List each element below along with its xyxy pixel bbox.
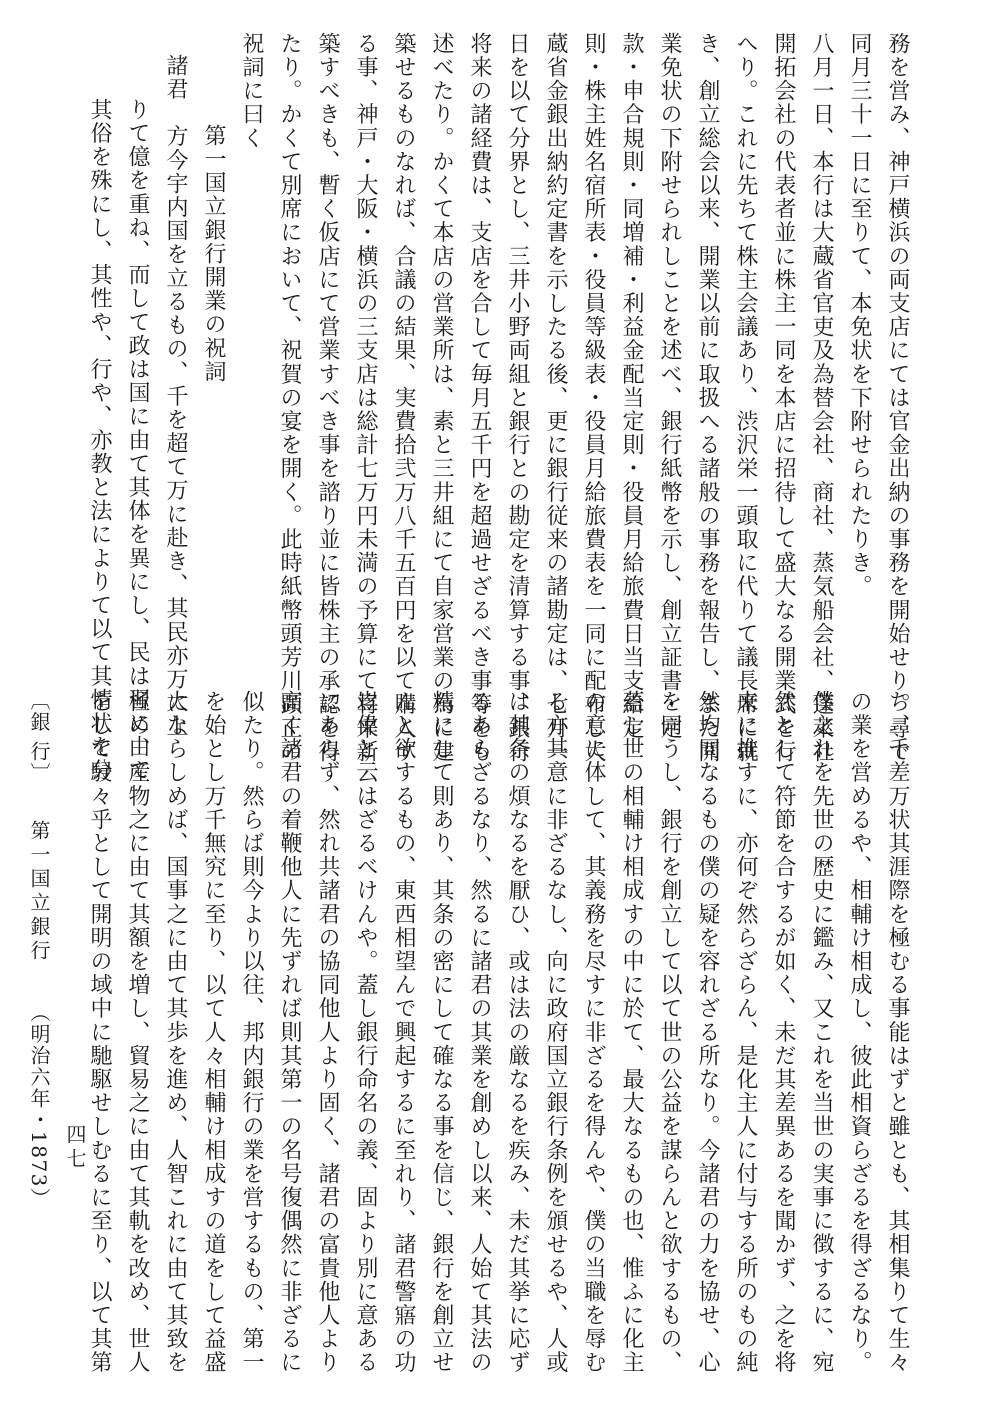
speech-column: んと欲するもの、東西相望んで興起するに至れり、諸君警寤の功: [391, 690, 416, 1375]
speech-column: を始とし万千無究に至り、以て人々相輔け相成すの道をして益盛: [201, 690, 226, 1375]
speech-column: る亦其意に非ざるなし、向に政府国立銀行条例を頒せるや、人或: [543, 690, 568, 1375]
speech-column: 其俗を殊にし、其性や、行や、亦教と法によりて以て其情状を分: [87, 98, 112, 783]
speech-column: の業を営めるや、相輔け相成し、彼此相資らざるを得ざるなり。: [847, 690, 872, 1375]
text-column: 日を以て分界とし、三井小野両組と銀行との勘定を清算する事、銀行: [505, 32, 530, 764]
text-column: 開拓会社の代表者並に株主一同を本店に招待して盛大なる開業式を行: [771, 32, 796, 764]
speech-column: ち、千差万状其涯際を極むる事能はずと雖とも、其相集りて生々: [885, 690, 910, 1375]
speech-column: 諸君 方今宇内国を立るもの、千を超て万に赴き、其民亦万に上: [163, 54, 188, 739]
speech-column: 精にして則あり、其条の密にして確なる事を信じ、銀行を創立せ: [429, 690, 454, 1375]
speech-column: 高く諸君の着鞭他人に先ずれば則其第一の名号復偶然に非ざるに: [277, 690, 302, 1375]
speech-column: るあらざるなり、然るに諸君の其業を創めし以来、人始て其法の: [467, 690, 492, 1375]
bottom-text-block: [76, 690, 916, 1375]
page-number: 四七: [63, 1124, 87, 1172]
text-column: 蔵省金銀出納約定書を示したる後、更に銀行従来の諸勘定は、七月一: [543, 32, 568, 764]
text-column: 款・申合規則・同増補・利益金配当定則・役員月給旅費日当支給定: [619, 32, 644, 740]
text-column: 則・株主姓名宿所表・役員等級表・役員月給旅費表を一同に配布し大: [581, 32, 606, 764]
speech-column: 蓋し世の相輔け相成すの中に於て、最大なるもの也、惟ふに化主: [619, 690, 644, 1375]
text-column: 同月三十一日に至りて、本免状を下附せられたりき。: [847, 32, 872, 599]
speech-column: 然として符節を合するが如く、未だ其差異あるを聞かず、之を将: [771, 690, 796, 1375]
text-column: 務を営み、神戸横浜の両支店にては官金出納の事務を開始せり。尋で: [885, 32, 910, 764]
text-column: 述べたり。かくて本店の営業所は、素と三井組にて自家営業の為に建: [429, 32, 454, 764]
speech-column: にあらず、然れ共諸君の協同他人より固く、諸君の富貴他人より: [315, 690, 340, 1375]
text-column: 八月一日、本行は大蔵省官吏及為替会社、商社、蒸気船会社、蓬萊社: [809, 32, 834, 764]
running-header: [20, 690, 54, 1209]
speech-column: 大ならしめば、国事之に由て其歩を進め、人智これに由て其致を: [163, 690, 188, 1375]
text-column: 業免状の下附せられしことを述べ、銀行紙幣を示し、創立証書・定: [657, 32, 682, 740]
text-column: 祝詞に曰く: [239, 32, 264, 150]
top-text-block: [87, 32, 916, 783]
speech-column: 豈偉と云はざるべけんや。蓋し銀行命名の義、固より別に意ある: [353, 690, 378, 1375]
speech-column: りて億を重ね、而して政は国に由て其体を異にし、民は習に由て: [125, 98, 150, 783]
speech-column: をして駸々乎として開明の域中に馳駆せしむるに至り、以て其第: [87, 690, 112, 1375]
speech-column: 似たり。然らば則今より以往、邦内銀行の業を営するもの、第一: [239, 690, 264, 1375]
running-header-title: 第一国立銀行: [27, 819, 51, 964]
text-column: き、創立総会以来、開業以前に取扱へる諸般の事務を報告し、また開: [695, 32, 720, 764]
speech-column: 来に推すに、亦何ぞ然らざらん、是化主人に付与する所のもの純: [733, 690, 758, 1375]
speech-column: 僕之れを先世の歴史に鑑み、又これを当世の実事に徴するに、宛: [809, 690, 834, 1375]
section-heading: 第一国立銀行開業の祝詞: [201, 124, 226, 384]
speech-column: 然均同なるもの僕の疑を容れざる所なり。今諸君の力を協せ、心: [695, 690, 720, 1375]
text-column: たり。かくて別席において、祝賀の宴を開く。此時紙幣頭芳川顕正の: [277, 32, 302, 764]
speech-column: は其条の煩なるを厭ひ、或は法の厳なるを疾み、未だ其挙に応ず: [505, 690, 530, 1375]
text-column: 築すべきも、暫く仮店にて営業すべき事を諮り並に皆株主の承認を得: [315, 32, 340, 764]
speech-column: を同うし、銀行を創立して以て世の公益を謀らんと欲するもの、: [657, 690, 682, 1375]
speech-column: の意に体して、其義務を尽すに非ざるを得んや、僕の当職を辱む: [581, 690, 606, 1375]
speech-column: 極め、産物之に由て其額を増し、貿易之に由て其軌を改め、世人: [125, 690, 150, 1375]
text-column: る事、神戸・大阪・横浜の三支店は総計七万円未満の予算にて将来新: [353, 32, 378, 764]
text-column: 築せるものなれば、合議の結果、実費拾弐万八千五百円を以て購入す: [391, 32, 416, 764]
text-column: 将来の諸経費は、支店を合して毎月五千円を超過せざるべき事等をも: [467, 32, 492, 764]
text-column: へり。これに先ちて株主会議あり、渋沢栄一頭取に代りて議長席に就: [733, 32, 758, 764]
running-header-section: 〔銀 行〕: [27, 690, 51, 784]
running-header-era: （明治六年・1873）: [27, 1001, 51, 1209]
